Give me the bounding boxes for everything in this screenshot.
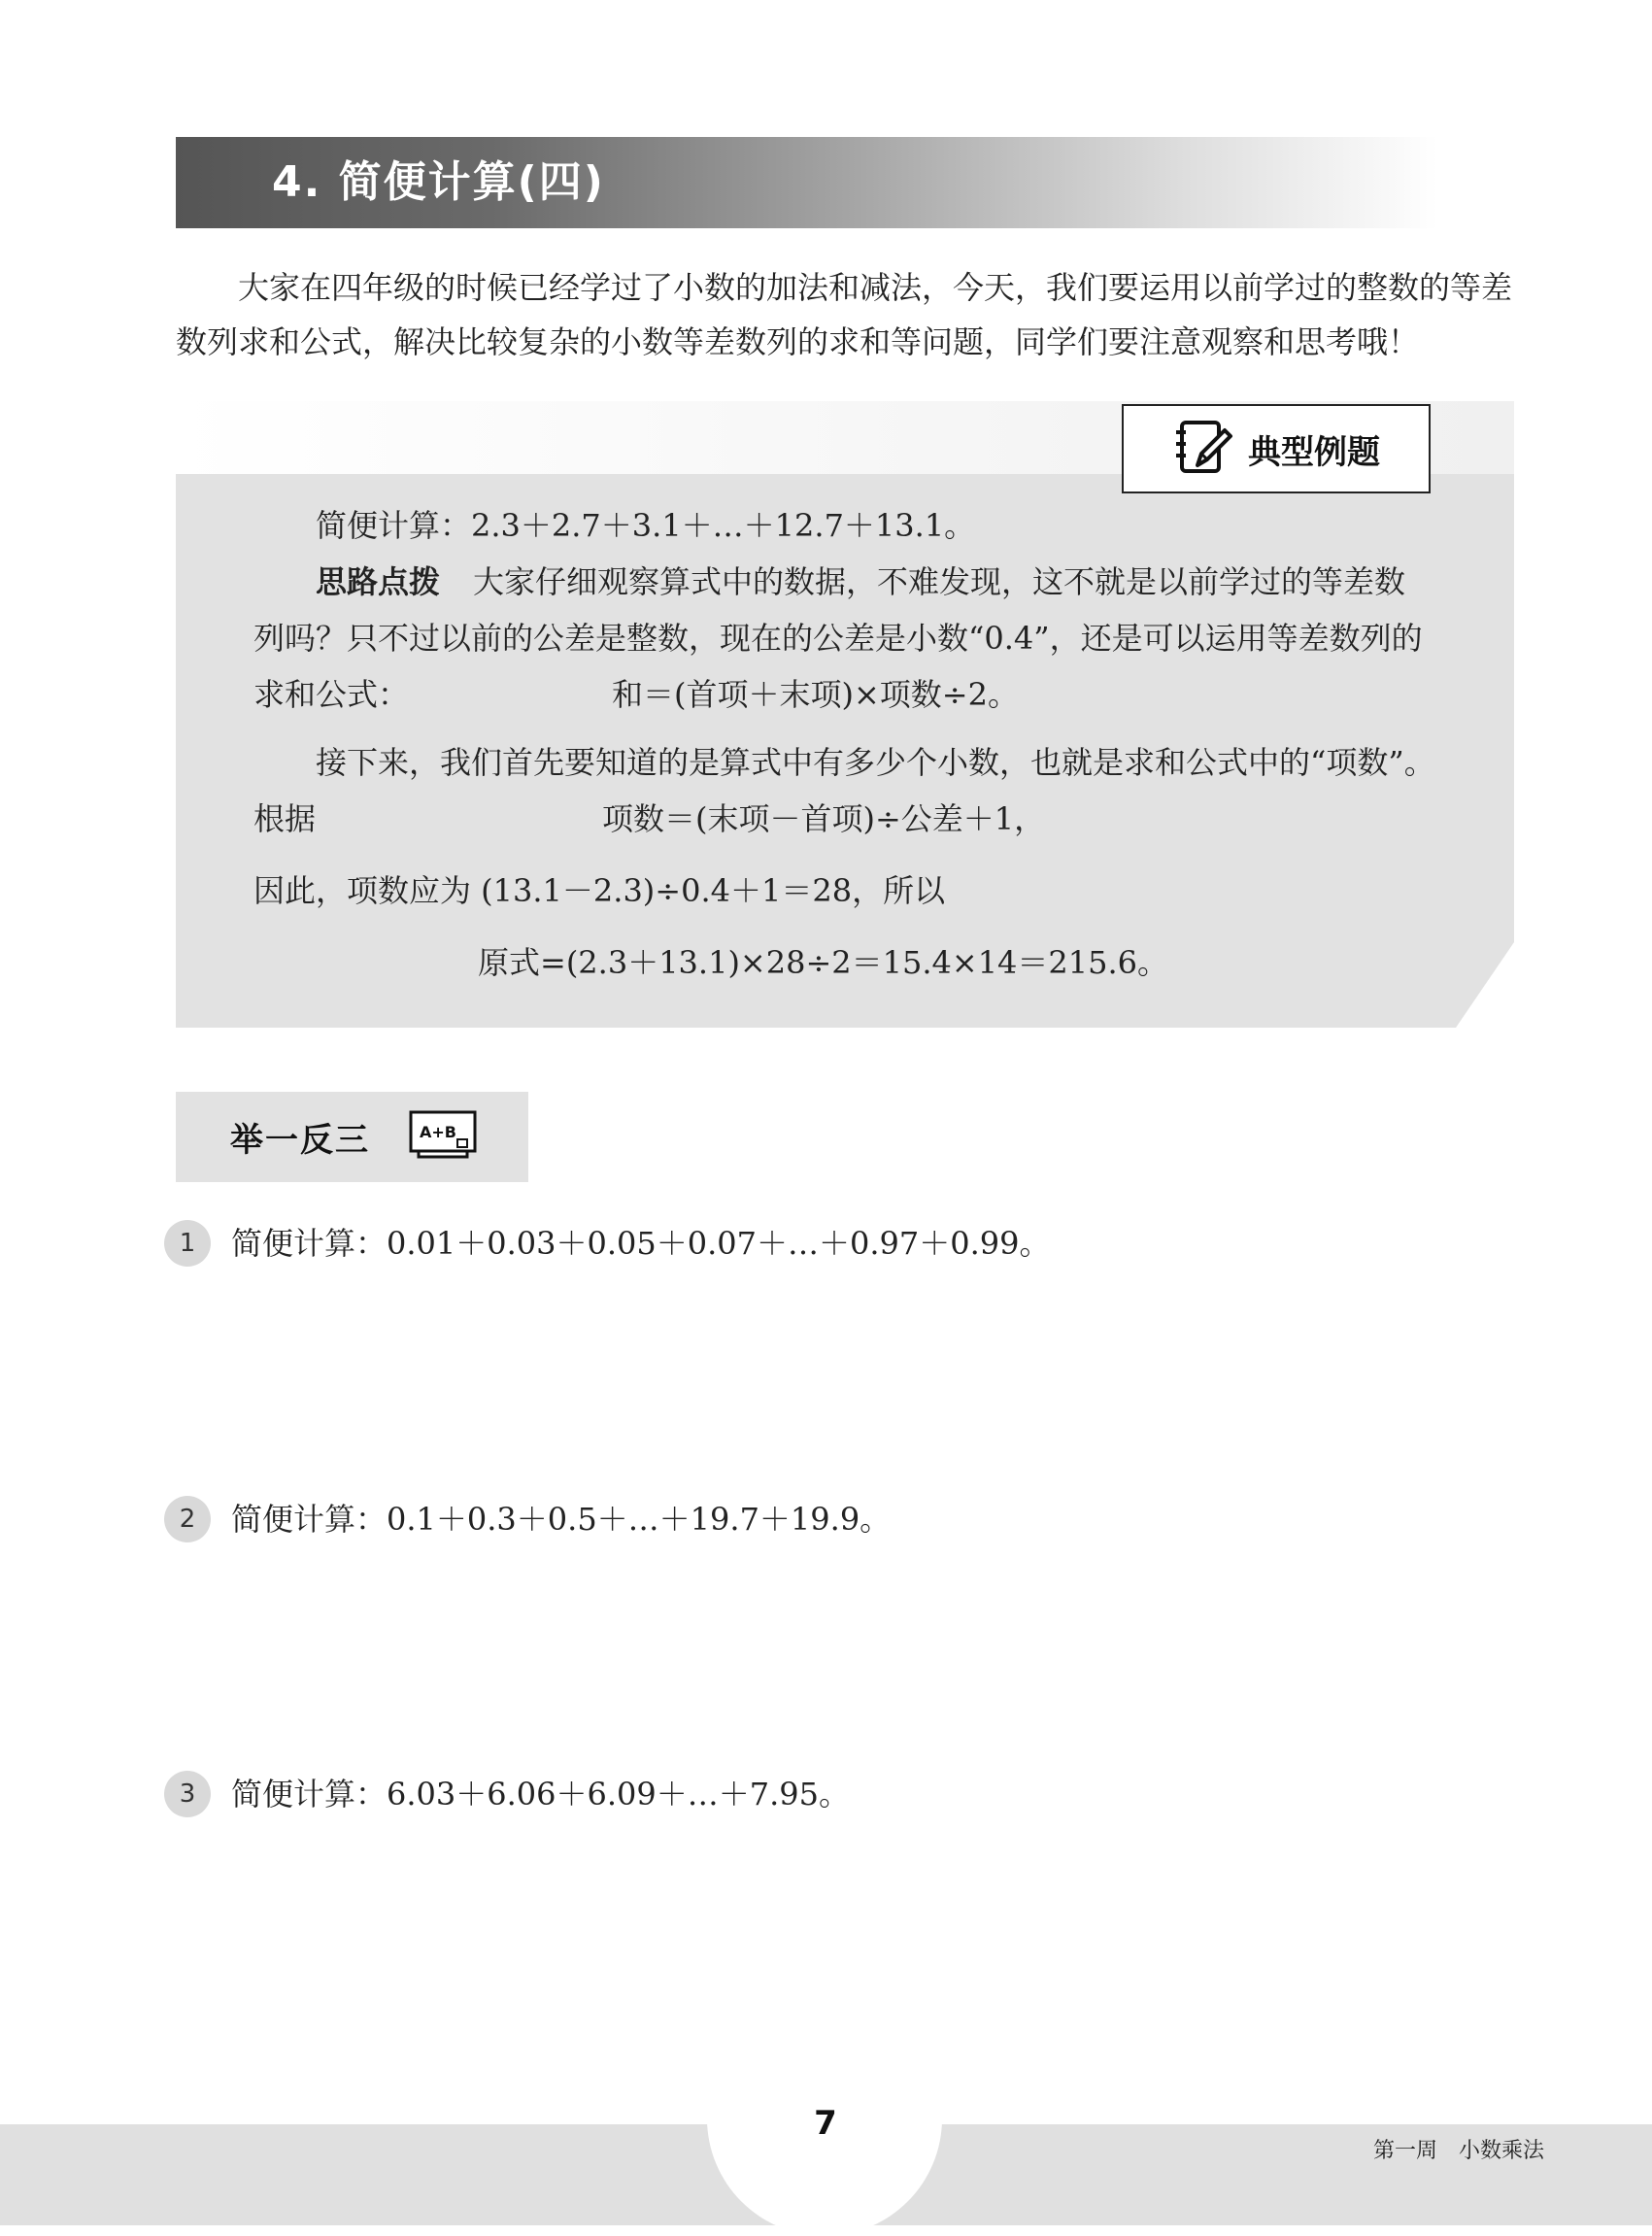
question-number-3: 3 [164,1771,211,1817]
question-number-2: 2 [164,1496,211,1542]
formula-terms: 项数＝(末项－首项)÷公差＋1， [602,800,1046,837]
practice-label: 举一反三 [230,1121,370,1160]
pencil-notepad-icon [1172,417,1234,481]
hint-line-2: 列吗？只不过以前的公差是整数，现在的公差是小数“0.4”，还是可以运用等差数列的 [253,620,1423,657]
question-3-text: 简便计算：6.03＋6.06＋6.09＋…＋7.95。 [231,1776,851,1813]
example-problem: 简便计算：2.3＋2.7＋3.1＋…＋12.7＋13.1。 [316,507,976,544]
basis-prefix: 根据 [253,800,317,837]
hint-line-3-prefix: 求和公式： [253,676,410,713]
hint-line-1 [316,559,1405,604]
question-number-1: 1 [164,1220,211,1267]
question-1-text: 简便计算：0.01＋0.03＋0.05＋0.07＋…＋0.97＋0.99。 [231,1225,1051,1262]
formula-sum: 和＝(首项＋末项)×项数÷2。 [612,676,1019,713]
example-tag-label: 典型例题 [1248,432,1380,472]
intro-paragraph: 大家在四年级的时候已经学过了小数的加法和减法，今天，我们要运用以前学过的整数的等差数列求和公式，解决比较复杂的小数等差数列的求和等问题，同学们要注意观察和思考哦！ [176,269,1513,360]
example-tag [1122,404,1431,493]
page-number: 7 [814,2104,837,2143]
practice-header [176,1092,528,1182]
hint-text-1: 大家仔细观察算式中的数据，不难发现，这不就是以前学过的等差数 [473,563,1406,600]
question-2-text: 简便计算：0.1＋0.3＋0.5＋…＋19.7＋19.9。 [231,1501,892,1538]
page-title: 4. 简便计算(四) [272,157,605,207]
example-result: 原式=(2.3＋13.1)×28÷2＝15.4×14＝215.6。 [478,944,1169,981]
next-line: 接下来，我们首先要知道的是算式中有多少个小数，也就是求和公式中的“项数”。 [316,744,1435,781]
blackboard-a-plus-b-icon [407,1108,479,1167]
svg-text:A+B: A+B [420,1122,456,1141]
therefore-line: 因此，项数应为 (13.1－2.3)÷0.4＋1＝28，所以 [253,872,946,909]
footer-section: 第一周 小数乘法 [1372,2139,1544,2163]
hint-label: 思路点拨 [316,563,441,600]
